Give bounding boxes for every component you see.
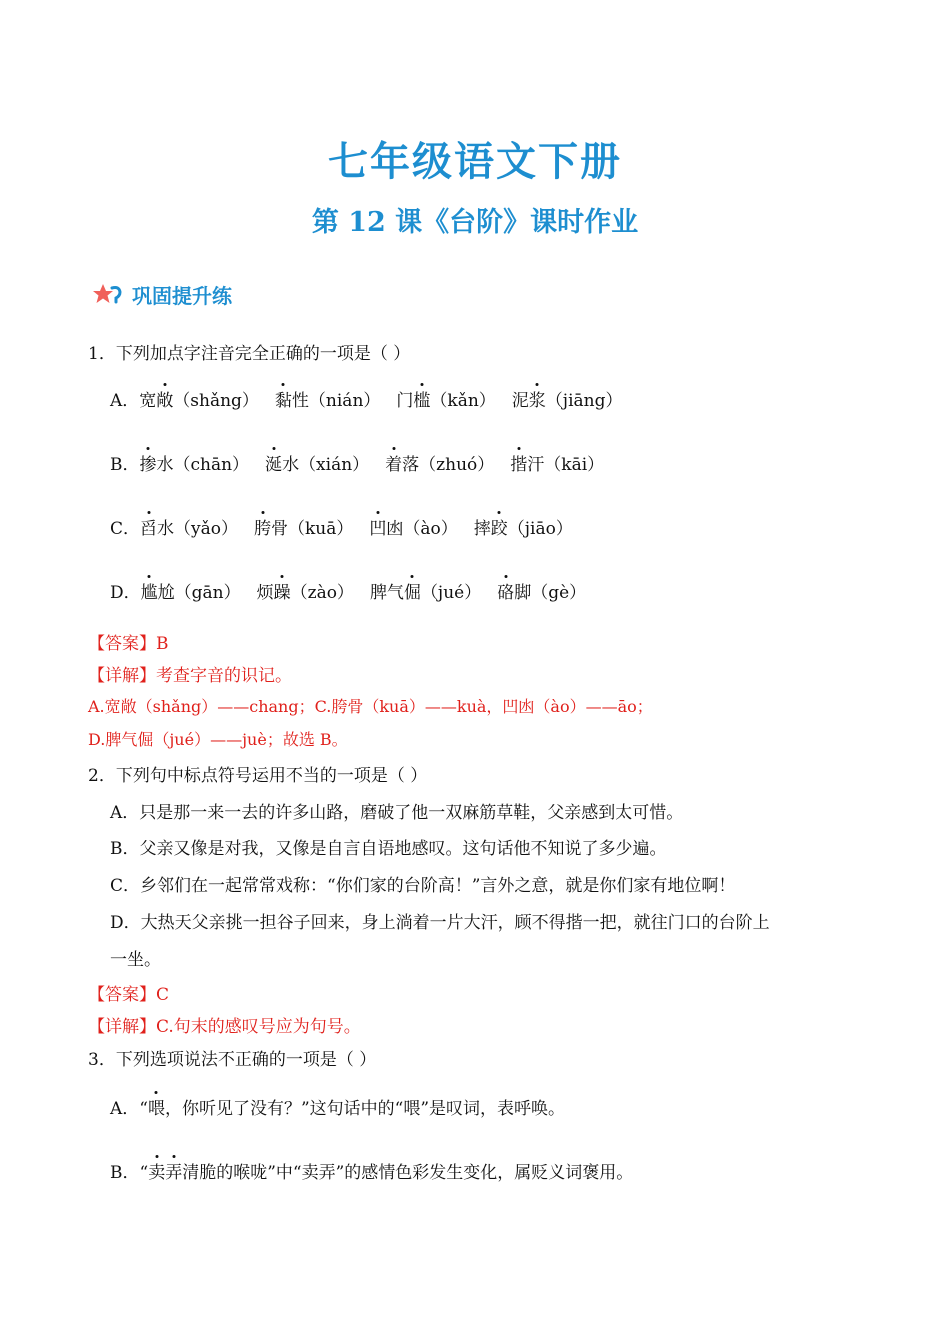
question-3-stem: 3．下列选项说法不正确的一项是（ ） xyxy=(88,1050,377,1070)
q2-option-b: B．父亲又像是对我，又像是自言自语地感叹。这句话他不知说了多少遍。 xyxy=(110,839,667,859)
option-letter: B． xyxy=(110,1163,140,1183)
dotted-char: 掺 xyxy=(140,450,157,475)
q3-option-a: A．“喂，你听见了没有？”这句话中的“喂”是叹词，表呼唤。 xyxy=(110,1094,565,1119)
dotted-char: 胯 xyxy=(254,514,271,539)
section-label: 巩固提升练 xyxy=(132,284,232,308)
dotted-char: 涎 xyxy=(265,450,282,475)
question-2-stem: 2．下列句中标点符号运用不当的一项是（ ） xyxy=(88,766,428,786)
q2-option-d: D．大热天父亲挑一担谷子回来，身上淌着一片大汗，顾不得揩一把，就往门口的台阶上 xyxy=(110,913,770,933)
option-letter: A． xyxy=(110,391,140,411)
dotted-char: 敞 xyxy=(156,386,173,411)
dotted-char: 槛 xyxy=(413,386,430,411)
q2-detail: 【详解】C.句末的感叹号应为句号。 xyxy=(88,1017,361,1037)
q1-explanation-line-1: A.宽敞（shǎng）——chang；C.胯骨（kuā）——kuà，凹凼（ào）——āo； xyxy=(88,697,653,716)
q1-explanation-line-2: D.脾气倔（jué）——juè；故选 B。 xyxy=(88,730,348,749)
q3-option-b: B．“卖弄清脆的喉咙”中“卖弄”的感情色彩发生变化，属贬义词褒用。 xyxy=(110,1158,633,1183)
dotted-char: 浆 xyxy=(529,386,546,411)
dotted-char: 喂 xyxy=(148,1094,165,1119)
q1-option-b: B．掺水（chān） 涎水（xián） 着落（zhuó） 揩汗（kāi） xyxy=(110,450,604,475)
dotted-char: 着 xyxy=(385,450,402,475)
q1-option-a: A．宽敞（shǎng） 黏性（nián） 门槛（kǎn） 泥浆（jiāng） xyxy=(110,386,622,411)
dotted-char: 黏 xyxy=(275,386,292,411)
dotted-char: 硌 xyxy=(497,578,514,603)
dotted-char: 跤 xyxy=(491,514,508,539)
q1-answer: 【答案】B xyxy=(88,634,169,654)
page-title: 七年级语文下册 xyxy=(328,138,622,185)
q1-detail: 【详解】考查字音的识记。 xyxy=(88,666,292,686)
dotted-char: 尴 xyxy=(141,578,158,603)
page-subtitle: 第 12 课《台阶》课时作业 xyxy=(311,207,639,238)
q1-option-c: C．舀水（yǎo） 胯骨（kuā） 凹凼（ào） 摔跤（jiāo） xyxy=(110,514,573,539)
q2-option-a: A．只是那一来一去的许多山路，磨破了他一双麻筋草鞋，父亲感到太可惜。 xyxy=(110,803,684,823)
dotted-char: 倔 xyxy=(404,578,421,603)
dotted-char: 躁 xyxy=(274,578,291,603)
dotted-char: 弄 xyxy=(165,1158,182,1183)
dotted-char: 揩 xyxy=(510,450,527,475)
dotted-char: 卖 xyxy=(148,1158,165,1183)
section-header xyxy=(92,280,232,309)
q2-option-c: C．乡邻们在一起常常戏称：“你们家的台阶高！”言外之意，就是你们家有地位啊！ xyxy=(110,876,736,896)
q1-option-d: D．尴尬（gān） 烦躁（zào） 脾气倔（jué） 硌脚（gè） xyxy=(110,578,586,603)
option-letter: A． xyxy=(110,1099,140,1119)
dotted-char: 凹 xyxy=(369,514,386,539)
q2-option-d-continued: 一坐。 xyxy=(110,950,161,970)
option-letter: C． xyxy=(110,519,141,539)
dotted-char: 舀 xyxy=(140,514,157,539)
question-1-stem: 1．下列加点字注音完全正确的一项是（ ） xyxy=(88,344,411,364)
option-letter: D． xyxy=(110,583,141,603)
option-letter: B． xyxy=(110,455,140,475)
q2-answer: 【答案】C xyxy=(88,985,170,1005)
star-icon xyxy=(92,282,126,308)
